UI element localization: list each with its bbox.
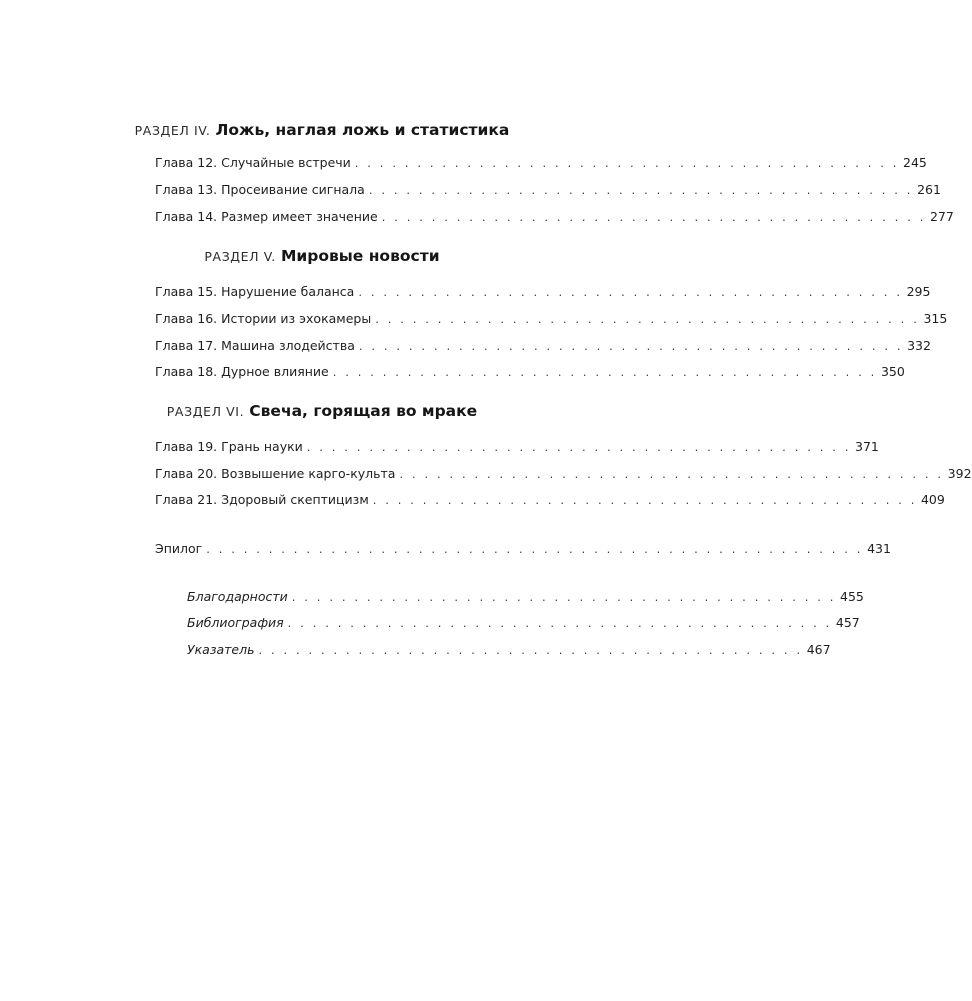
chapter-title: Глава 17. Машина злодейства [155,338,355,353]
toc-entry[interactable] [155,311,948,326]
section-prefix: РАЗДЕЛ IV. [134,123,211,138]
dot-leader: . . . . . . . . . . . . . . . . . . . . . . . . . . . . . . . . . . . . . . . . . . . . [368,183,914,197]
section-title: Ложь, наглая ложь и статистика [215,121,510,139]
chapter-title: Глава 20. Возвышение карго-культа [155,466,396,481]
dot-leader: . . . . . . . . . . . . . . . . . . . . . . . . . . . . . . . . . . . . . . . . . . . . [375,312,920,326]
dot-leader: . . . . . . . . . . . . . . . . . . . . . . . . . . . . . . . . . . . . . . . . . . . . . . . . . . . . . [206,542,864,556]
dot-leader: . . . . . . . . . . . . . . . . . . . . . . . . . . . . . . . . . . . . . . . . . . . . [287,616,832,630]
dot-leader: . . . . . . . . . . . . . . . . . . . . . . . . . . . . . . . . . . . . . . . . . . . . [358,339,904,353]
page-number: 350 [880,364,905,379]
section-title: Свеча, горящая во мраке [249,402,478,420]
toc-entry[interactable] [155,155,927,170]
section-heading [0,401,644,420]
dot-leader: . . . . . . . . . . . . . . . . . . . . . . . . . . . . . . . . . . . . . . . . . . . . [258,643,803,657]
section-prefix: РАЗДЕЛ VI. [166,404,245,419]
page-number: 392 [947,466,972,481]
chapter-title: Глава 13. Просеивание сигнала [155,182,365,197]
toc-entry[interactable] [155,209,954,224]
page-number: 315 [923,311,948,326]
page-number: 277 [929,209,954,224]
page-number: 457 [835,615,860,630]
dot-leader: . . . . . . . . . . . . . . . . . . . . . . . . . . . . . . . . . . . . . . . . . . . . [381,210,926,224]
toc-entry[interactable] [155,284,931,299]
epilogue-title: Эпилог [155,541,203,556]
toc-entry[interactable] [155,338,931,353]
section-prefix: РАЗДЕЛ V. [204,249,276,264]
section-title: Мировые новости [280,247,440,265]
toc-entry-back-matter[interactable] [187,642,831,657]
chapter-title: Глава 19. Грань науки [155,439,303,454]
dot-leader: . . . . . . . . . . . . . . . . . . . . . . . . . . . . . . . . . . . . . . . . . . . . [358,285,903,299]
page-number: 455 [840,589,864,604]
page-number: 409 [920,492,945,507]
chapter-title: Глава 18. Дурное влияние [155,364,329,379]
toc-entry[interactable] [155,492,945,507]
page-number: 261 [917,182,941,197]
chapter-title: Глава 14. Размер имеет значение [155,209,378,224]
dot-leader: . . . . . . . . . . . . . . . . . . . . . . . . . . . . . . . . . . . . . . . . . . . . [354,156,900,170]
toc-entry-back-matter[interactable] [187,589,864,604]
dot-leader: . . . . . . . . . . . . . . . . . . . . . . . . . . . . . . . . . . . . . . . . . . . . [372,493,917,507]
toc-entry[interactable] [155,439,879,454]
page-number: 295 [906,284,931,299]
back-matter-title: Библиография [187,615,284,630]
dot-leader: . . . . . . . . . . . . . . . . . . . . . . . . . . . . . . . . . . . . . . . . . . . . [399,467,944,481]
page-number: 371 [855,439,879,454]
section-heading [0,246,644,265]
back-matter-title: Указатель [187,642,255,657]
toc-entry-back-matter[interactable] [187,615,860,630]
dot-leader: . . . . . . . . . . . . . . . . . . . . . . . . . . . . . . . . . . . . . . . . . . . . [332,365,877,379]
toc-entry[interactable] [155,364,905,379]
chapter-title: Глава 21. Здоровый скептицизм [155,492,369,507]
chapter-title: Глава 15. Нарушение баланса [155,284,355,299]
page-number: 245 [903,155,927,170]
dot-leader: . . . . . . . . . . . . . . . . . . . . . . . . . . . . . . . . . . . . . . . . . . . . [291,590,837,604]
chapter-title: Глава 16. Истории из эхокамеры [155,311,372,326]
page-number: 332 [907,338,931,353]
dot-leader: . . . . . . . . . . . . . . . . . . . . . . . . . . . . . . . . . . . . . . . . . . . . [306,440,851,454]
page-number: 467 [806,642,831,657]
chapter-title: Глава 12. Случайные встречи [155,155,351,170]
toc-entry[interactable] [155,182,941,197]
page-number: 431 [867,541,891,556]
section-heading [0,120,644,139]
toc-entry-epilogue[interactable] [155,541,891,556]
toc-entry[interactable] [155,466,972,481]
back-matter-title: Благодарности [187,589,288,604]
